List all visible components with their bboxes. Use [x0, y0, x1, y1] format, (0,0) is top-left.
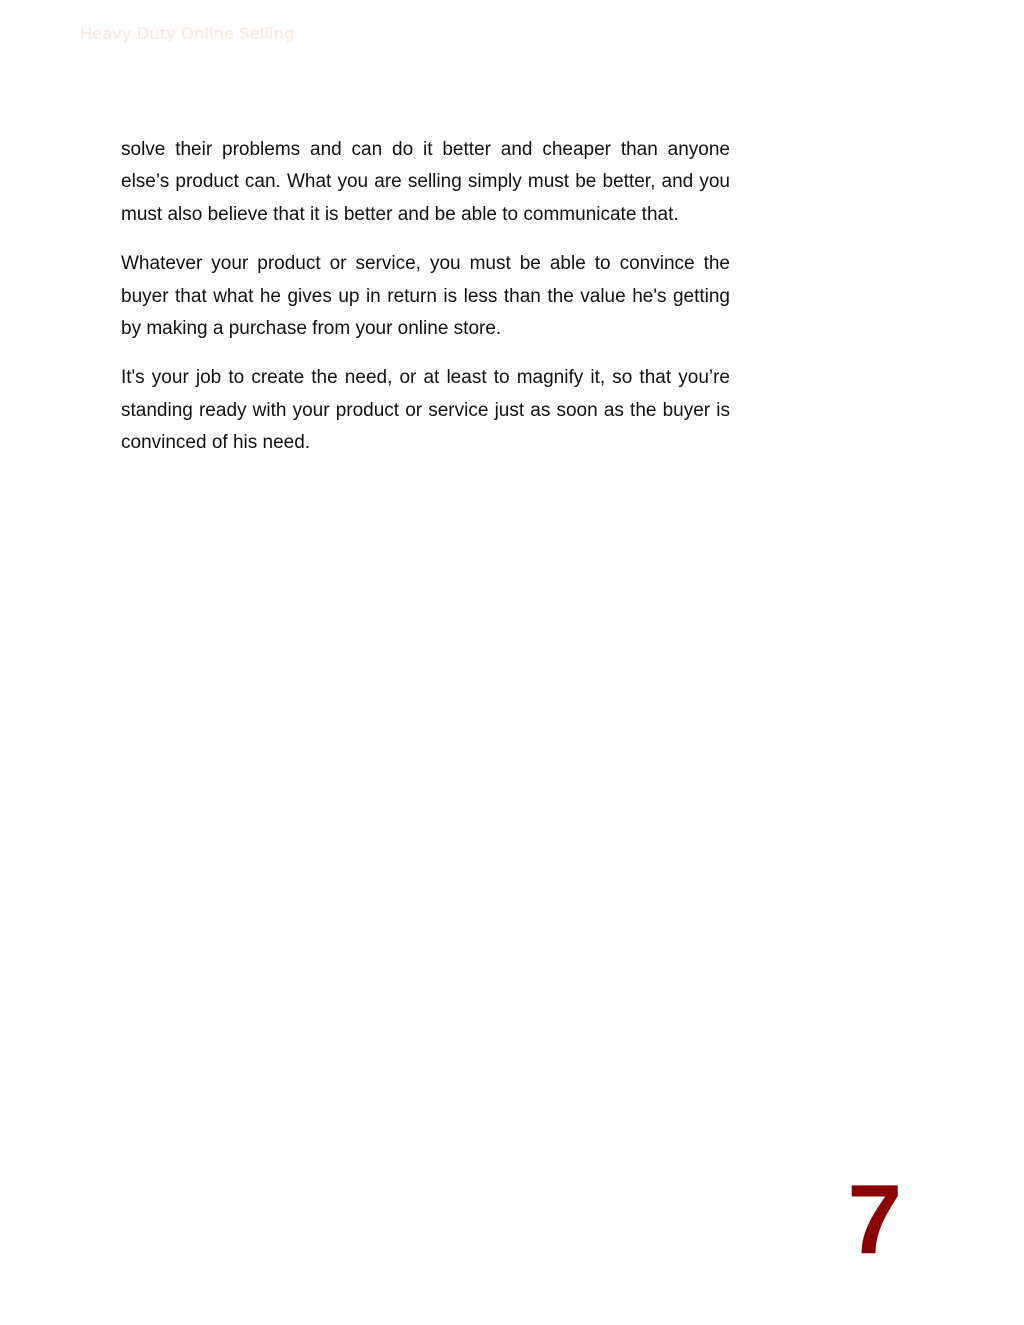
paragraph: solve their problems and can do it better and cheaper than anyone else’s product can. What you are selling simply must be better, and you must also believe that it is better and be able to communicate that. — [121, 139, 730, 225]
page-number: 7 — [847, 1164, 902, 1274]
running-header: Heavy Duty Online Selling — [80, 24, 295, 43]
paragraph: Whatever your product or service, you must be able to convince the buyer that what he gives up in return is less than the value he's getting by making a purchase from your online store. — [121, 253, 730, 340]
paragraph: It's your job to create the need, or at least to magnify it, so that you’re standing ready with your product or service just as soon as the buyer is convinced of his need. — [121, 367, 730, 454]
body-text — [121, 134, 730, 477]
